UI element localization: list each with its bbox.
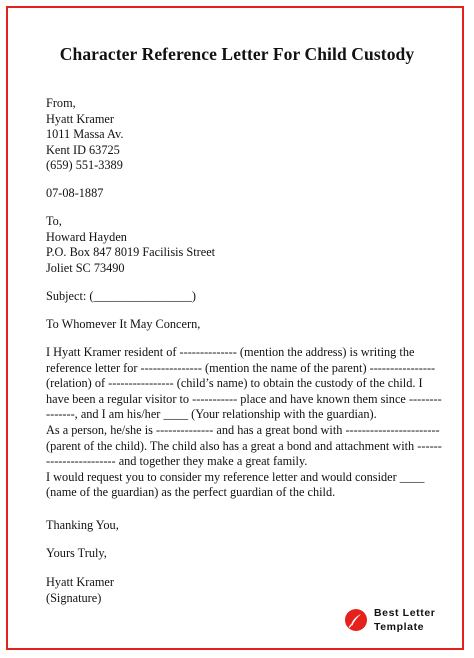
sender-address-2: Kent ID 63725: [46, 143, 120, 157]
letter-date: 07-08-1887: [46, 186, 104, 200]
letter-body: [46, 345, 442, 501]
recipient-address-2: Joliet SC 73490: [46, 261, 125, 275]
sender-name: Hyatt Kramer: [46, 112, 114, 126]
subject-line: Subject: (________________): [46, 289, 196, 303]
closing-thanks: Thanking You,: [46, 518, 119, 532]
sender-phone: (659) 551-3389: [46, 158, 123, 172]
recipient-name: Howard Hayden: [46, 230, 127, 244]
body-line: I Hyatt Kramer resident of -------------- (mention the address) is writing the: [46, 345, 415, 359]
brand-line-1: Best Letter: [374, 607, 436, 619]
sender-address-1: 1011 Massa Av.: [46, 127, 124, 141]
salutation: To Whomever It May Concern,: [46, 317, 201, 331]
body-line: have been a regular visitor to ----------- place and have known them since --------: [46, 391, 442, 406]
closing-yours: Yours Truly,: [46, 546, 107, 560]
brand-logo: [344, 603, 464, 639]
signer-name: Hyatt Kramer: [46, 575, 114, 589]
body-line: reference letter for --------------- (mention the name of the parent) ----------------: [46, 360, 436, 375]
brand-line-2: Template: [374, 621, 425, 633]
body-line: ----------------- and together they make a great family.: [46, 454, 308, 469]
signature-label: (Signature): [46, 591, 102, 605]
body-line: (parent of the child). The child also has a great a bond and attachment with ------: [46, 438, 442, 453]
body-line: -------, and I am his/her ____ (Your relationship with the guardian).: [46, 407, 377, 422]
body-line: (relation) of ---------------- (child’s name) to obtain the custody of the child. I: [46, 376, 423, 391]
body-line: As a person, he/she is -------------- and has a great bond with -----------------------: [46, 422, 440, 437]
body-line: I would request you to consider my reference letter and would consider ____: [46, 469, 425, 484]
brand-logo-text: [374, 606, 435, 634]
quill-pen-icon: [344, 608, 368, 632]
from-label: From,: [46, 96, 76, 110]
recipient-address-1: P.O. Box 847 8019 Facilisis Street: [46, 245, 216, 259]
document-title: Character Reference Letter For Child Custody: [59, 44, 415, 64]
body-line: (name of the guardian) as the perfect guardian of the child.: [46, 485, 336, 500]
to-label: To,: [46, 214, 62, 228]
